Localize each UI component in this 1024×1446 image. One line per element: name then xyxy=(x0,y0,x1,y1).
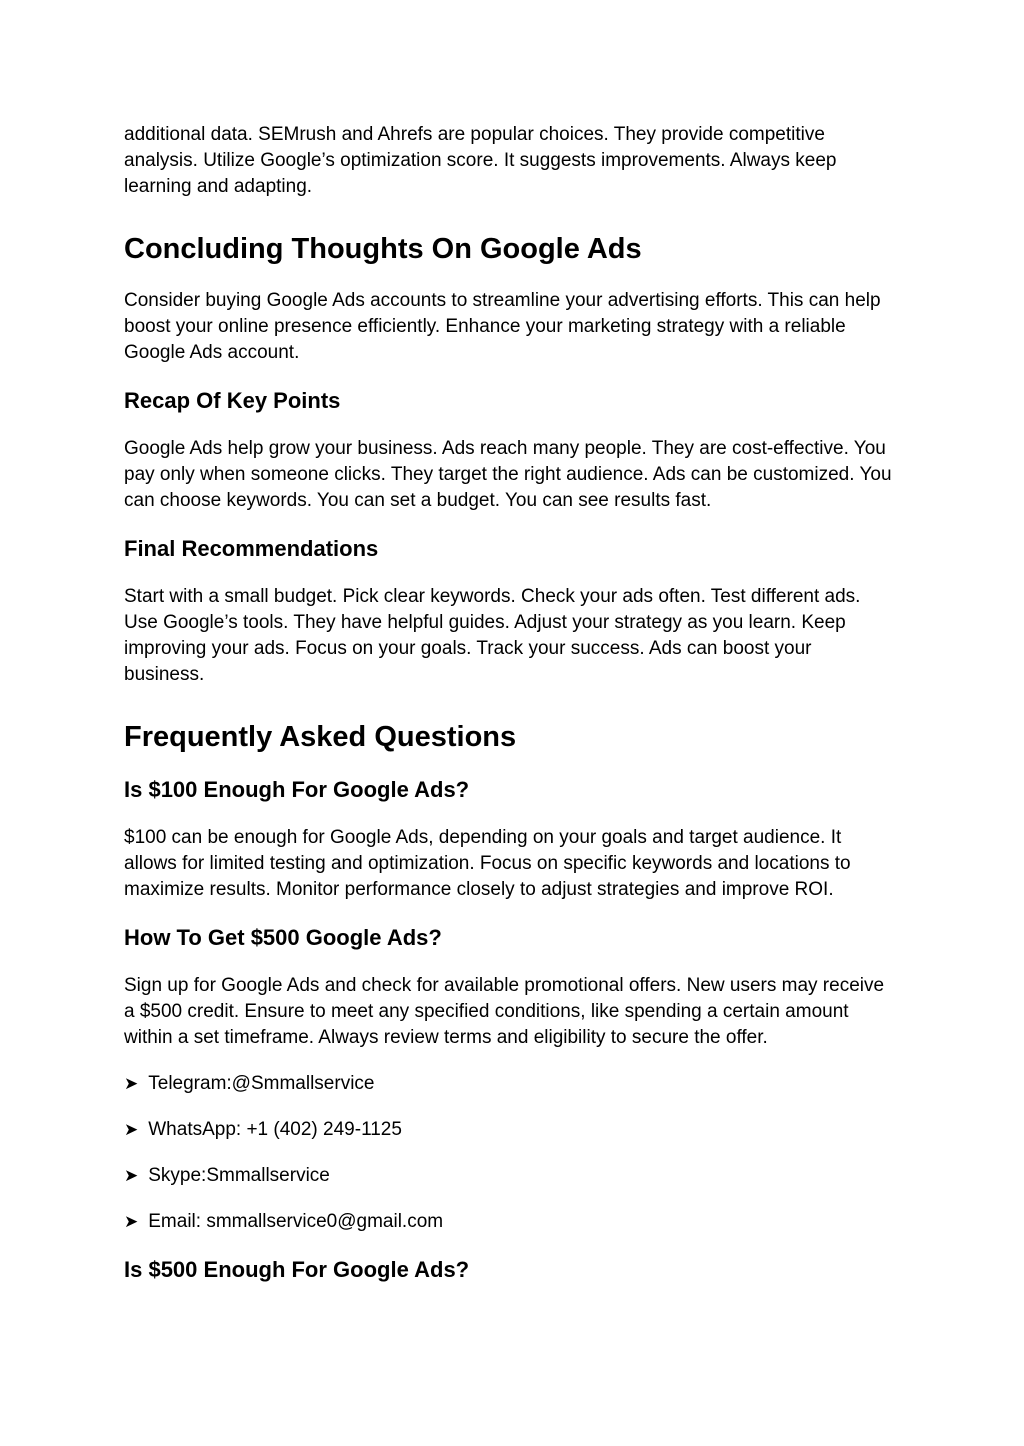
contact-item-label: Email: smmallservice0@gmail.com xyxy=(148,1211,444,1232)
heading-final-recommendations: Final Recommendations xyxy=(124,536,379,561)
intro-tail-paragraph: additional data. SEMrush and Ahrefs are popular choices. They provide competitive analysis. Utilize Google’s optimization score. It suggests improvements. Always keep learning and adapting. xyxy=(124,124,837,197)
arrowhead-bullet-icon: ➤ xyxy=(124,1120,139,1139)
document-body xyxy=(124,122,897,1284)
contact-item-skype xyxy=(124,1163,897,1189)
is-100-enough-paragraph: $100 can be enough for Google Ads, depending on your goals and target audience. It allows for limited testing and optimization. Focus on specific keywords and locations to maximize results. Monitor performance closely to adjust strategies and improve ROI. xyxy=(124,827,851,900)
contact-item-telegram xyxy=(124,1071,897,1097)
recap-paragraph: Google Ads help grow your business. Ads reach many people. They are cost-effective. You pay only when someone clicks. They target the right audience. Ads can be customized. You can choose keywords. You can set a budget. You can see results fast. xyxy=(124,438,892,511)
heading-is-100-enough: Is $100 Enough For Google Ads? xyxy=(124,777,470,802)
heading-recap-of-key-points: Recap Of Key Points xyxy=(124,388,341,413)
contact-item-label: WhatsApp: +1 (402) 249-1125 xyxy=(148,1119,402,1140)
heading-concluding-thoughts: Concluding Thoughts On Google Ads xyxy=(124,233,642,265)
concluding-paragraph: Consider buying Google Ads accounts to streamline your advertising efforts. This can help boost your online presence efficiently. Enhance your marketing strategy with a reliable Google Ads account. xyxy=(124,290,881,363)
contact-item-label: Skype:Smmallservice xyxy=(148,1165,330,1186)
contact-item-whatsapp xyxy=(124,1117,897,1143)
arrowhead-bullet-icon: ➤ xyxy=(124,1212,139,1231)
contact-list xyxy=(124,1071,897,1235)
contact-item-label: Telegram:@Smmallservice xyxy=(148,1073,375,1094)
heading-is-500-enough: Is $500 Enough For Google Ads? xyxy=(124,1257,470,1282)
arrowhead-bullet-icon: ➤ xyxy=(124,1166,139,1185)
how-to-get-500-paragraph: Sign up for Google Ads and check for available promotional offers. New users may receive a $500 credit. Ensure to meet any specified conditions, like spending a certain amount within a set timeframe. Always review terms and eligibility to secure the offer. xyxy=(124,975,885,1048)
arrowhead-bullet-icon: ➤ xyxy=(124,1074,139,1093)
contact-item-email xyxy=(124,1209,897,1235)
final-recommendations-paragraph: Start with a small budget. Pick clear keywords. Check your ads often. Test different ads. Use Google’s tools. They have helpful guides. Adjust your strategy as you learn. Keep improving your ads. Focus on your goals. Track your success. Ads can boost your business. xyxy=(124,586,861,685)
heading-how-to-get-500: How To Get $500 Google Ads? xyxy=(124,925,442,950)
heading-frequently-asked-questions: Frequently Asked Questions xyxy=(124,721,517,753)
